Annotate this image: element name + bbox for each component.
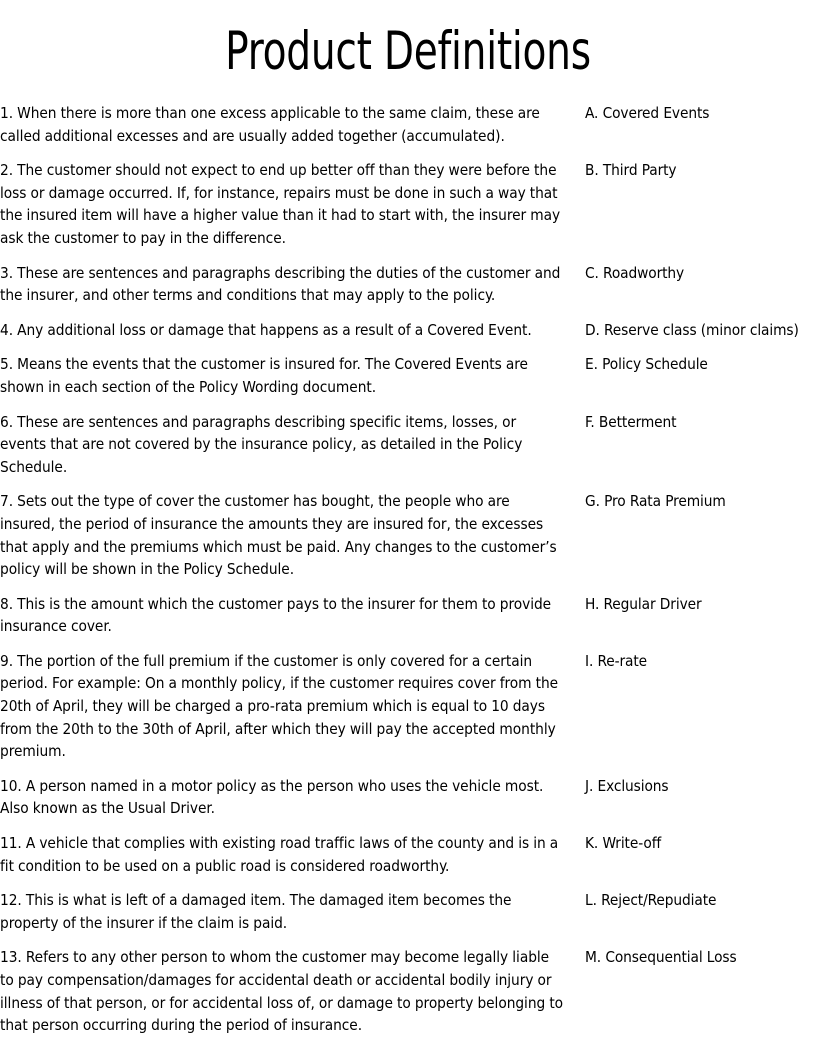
definition-item: 12. This is what is left of a damaged item. The damaged item becomes the property of the insurer if the claim is paid. [0, 891, 512, 932]
definition-item: 3. These are sentences and paragraphs describing the duties of the customer and the insurer, and other terms and conditions that may apply to the policy. [0, 263, 561, 305]
term-item: I. Re-rate [585, 651, 648, 670]
definition-item: 6. These are sentences and paragraphs describing specific items, losses, or events that are not covered by the insurance policy, as detailed in the Policy Schedule. [0, 412, 523, 476]
matching-row [0, 411, 816, 479]
term-item: M. Consequential Loss [585, 948, 737, 967]
term-item: A. Covered Events [585, 104, 710, 122]
matching-row [0, 490, 816, 580]
term-item: B. Third Party [585, 161, 677, 180]
matching-row [0, 159, 816, 249]
matching-row [0, 593, 816, 638]
definition-item: 7. Sets out the type of cover the customer has bought, the people who are insured, the period of insurance the amounts they are insured for, the excesses that apply and the premiums which must be paid. Any changes to the customer’s policy will be shown in the Policy Schedule. [0, 492, 557, 579]
term-item: C. Roadworthy [585, 263, 685, 282]
term-item: K. Write-off [585, 834, 662, 853]
term-item: J. Exclusions [585, 776, 669, 795]
term-item: F. Betterment [585, 412, 677, 431]
page-title: Product Definitions [225, 21, 591, 82]
definition-item: 4. Any additional loss or damage that happens as a result of a Covered Event. [0, 320, 532, 339]
definition-item: 13. Refers to any other person to whom the customer may become legally liable to pay compensation/damages for accidental death or accidental bodily injury or illness of that person, or for accidental loss of, or damage to property belonging to that person occurring during the period of insurance. [0, 948, 564, 1035]
matching-row [0, 832, 816, 877]
definition-item: 5. Means the events that the customer is insured for. The Covered Events are shown in each section of the Policy Wording document. [0, 355, 528, 396]
term-item: L. Reject/Repudiate [585, 891, 717, 910]
definition-item: 8. This is the amount which the customer pays to the insurer for them to provide insurance cover. [0, 594, 552, 636]
matching-row [0, 650, 816, 763]
definition-item: 9. The portion of the full premium if the customer is only covered for a certain period. For example: On a monthly policy, if the customer requires cover from the 20th of April, they will be charged a pro-rata premium which is equal to 10 days from the 20th to the 30th of April, after which they will pay the accepted monthly premium. [0, 651, 559, 761]
matching-row [0, 889, 816, 934]
definition-item: 2. The customer should not expect to end up better off than they were before the loss or damage occurred. If, for instance, repairs must be done in such a way that the insured item will have a higher value than it had to start with, the insurer may ask the customer to pay in the difference. [0, 161, 561, 247]
definition-item: 10. A person named in a motor policy as the person who uses the vehicle most. Also known as the Usual Driver. [0, 776, 544, 818]
matching-row [0, 102, 816, 147]
term-item: D. Reserve class (minor claims) [585, 320, 799, 339]
matching-exercise-body [0, 102, 816, 1037]
definition-item: 11. A vehicle that complies with existing road traffic laws of the county and is in a fit condition to be used on a public road is considered roadworthy. [0, 834, 559, 875]
term-item: E. Policy Schedule [585, 355, 708, 374]
term-item: H. Regular Driver [585, 594, 702, 613]
term-item: G. Pro Rata Premium [585, 492, 726, 511]
matching-row [0, 319, 816, 342]
definition-item: 1. When there is more than one excess applicable to the same claim, these are called additional excesses and are usually added together (accumulated). [0, 104, 540, 145]
matching-row [0, 262, 816, 307]
matching-row [0, 946, 816, 1036]
matching-row [0, 353, 816, 398]
matching-row [0, 775, 816, 820]
